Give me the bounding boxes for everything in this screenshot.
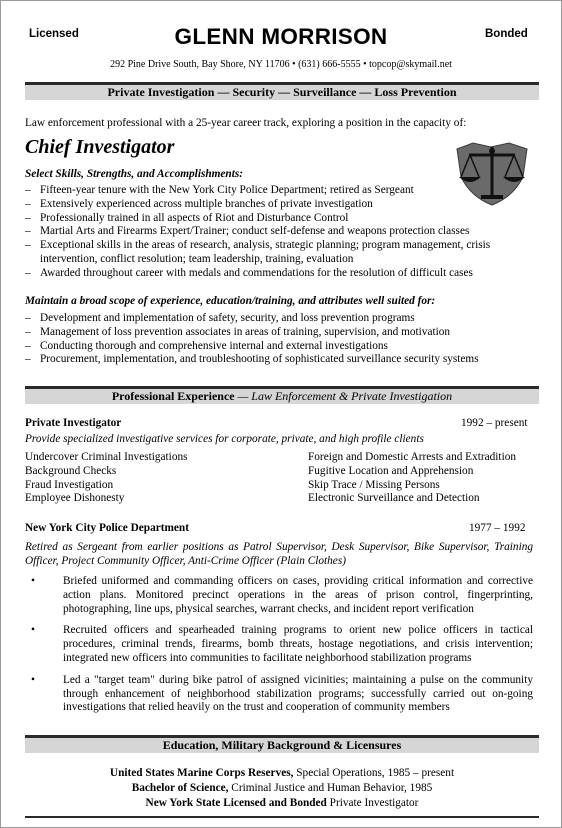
list-item: – Martial Arts and Firearms Expert/Trainer; conduct self-defense and weapons protection classes (25, 225, 470, 238)
job2-dates: 1977 – 1992 (469, 522, 526, 534)
service-item: Electronic Surveillance and Detection (308, 492, 480, 505)
job1-title: Private Investigator (25, 417, 122, 429)
service-item: Foreign and Domestic Arrests and Extradition (308, 451, 517, 463)
service-item: Undercover Criminal Investigations (25, 451, 188, 463)
bonded-tag: Bonded (485, 28, 528, 40)
job2-bullets (25, 575, 533, 723)
list-item: – Conducting thorough and comprehensive internal and external investigations (25, 339, 388, 352)
experience-band-subtitle: — Law Enforcement & Private Investigation (234, 389, 453, 403)
list-item: – Management of loss prevention associates in areas of training, supervision, and motivation (25, 325, 451, 338)
education-line-2: Bachelor of Science, Criminal Justice and Human Behavior, 1985 (131, 782, 433, 794)
education-line-3: New York State Licensed and Bonded Private Investigator (145, 797, 419, 809)
job1-services-grid (25, 451, 535, 506)
contact-line: 292 Pine Drive South, Bay Shore, NY 11706 • (631) 666-5555 • topcop@skymail.net (110, 59, 452, 70)
list-item: • Led a "target team" during bike patrol of assigned vicinities; maintaining a pulse on the community through enhancement of neighborhood stabilization programs; successfully carried out on-going investigations that relied heavily on the trust and cooperation of community members (31, 673, 533, 714)
list-item: • Recruited officers and spearheaded training programs to orient new police officers in tactical procedures, criminal trends, firearms, bomb threats, hostage negotiations, and crisis intervention; integrated new officers into communities to facilitate neighborhood stabilization programs (31, 624, 533, 664)
job2-title: New York City Police Department (25, 522, 189, 534)
shield-scales-of-justice-icon (453, 141, 531, 207)
skills-list (25, 184, 505, 281)
list-item: – Fifteen-year tenure with the New York City Police Department; retired as Sergeant (25, 184, 414, 196)
candidate-name: GLENN MORRISON (174, 24, 388, 49)
list-item: – Awarded throughout career with medals and commendations for the resolution of difficult cases (25, 266, 473, 279)
experience-band (25, 386, 539, 404)
education-line-1: United States Marine Corps Reserves, Special Operations, 1985 – present (109, 767, 455, 779)
education-band (25, 735, 539, 753)
service-item: Employee Dishonesty (25, 492, 125, 505)
list-item: – Extensively experienced across multiple branches of private investigation (25, 197, 373, 210)
summary-intro: Law enforcement professional with a 25-year career track, exploring a position in the capacity of: (25, 117, 467, 129)
job1-dates: 1992 – present (461, 417, 528, 429)
list-item: – Procurement, implementation, and troubleshooting of sophisticated surveillance security systems (25, 353, 479, 366)
service-item: Fraud Investigation (25, 478, 114, 491)
service-item: Background Checks (25, 464, 117, 477)
specialties-band-title: Private Investigation — Security — Surveillance — Loss Prevention (107, 85, 457, 99)
list-item: • Briefed uniformed and commanding officers on cases, providing critical information and corrective action plans. Monitored precinct operations in the areas of prison control, fingerprinting, photographing, line ups, physical searches, warrant checks, and incident report verification (31, 575, 533, 615)
list-item: – Development and implementation of safety, security, and loss prevention programs (25, 312, 415, 324)
service-item: Skip Trace / Missing Persons (308, 478, 440, 491)
skills-heading: Select Skills, Strengths, and Accomplishments: (25, 168, 244, 180)
experience-band-title: Professional Experience (111, 389, 235, 403)
scope-list (25, 312, 505, 367)
bottom-rule (25, 816, 539, 818)
job1-description: Provide specialized investigative services for corporate, private, and high profile clients (25, 433, 424, 445)
target-title: Chief Investigator (25, 136, 175, 158)
service-item: Fugitive Location and Apprehension (308, 464, 474, 477)
list-item: – Professionally trained in all aspects of Riot and Disturbance Control (25, 211, 349, 224)
scope-heading: Maintain a broad scope of experience, education/training, and attributes well suited for: (25, 295, 436, 307)
licensed-tag: Licensed (29, 28, 79, 40)
specialties-band (25, 82, 539, 100)
job2-description: Retired as Sergeant from earlier positions as Patrol Supervisor, Desk Supervisor, Bike Supervisor, Training Officer, Project Community Officer, Anti-Crime Officer (Plain Clothes) (25, 541, 533, 567)
list-item: – Exceptional skills in the areas of research, analysis, strategic planning; program management, crisis intervention, conflict resolution; team leadership, training, evaluation (25, 239, 491, 265)
education-band-title: Education, Military Background & Licensures (162, 738, 402, 752)
